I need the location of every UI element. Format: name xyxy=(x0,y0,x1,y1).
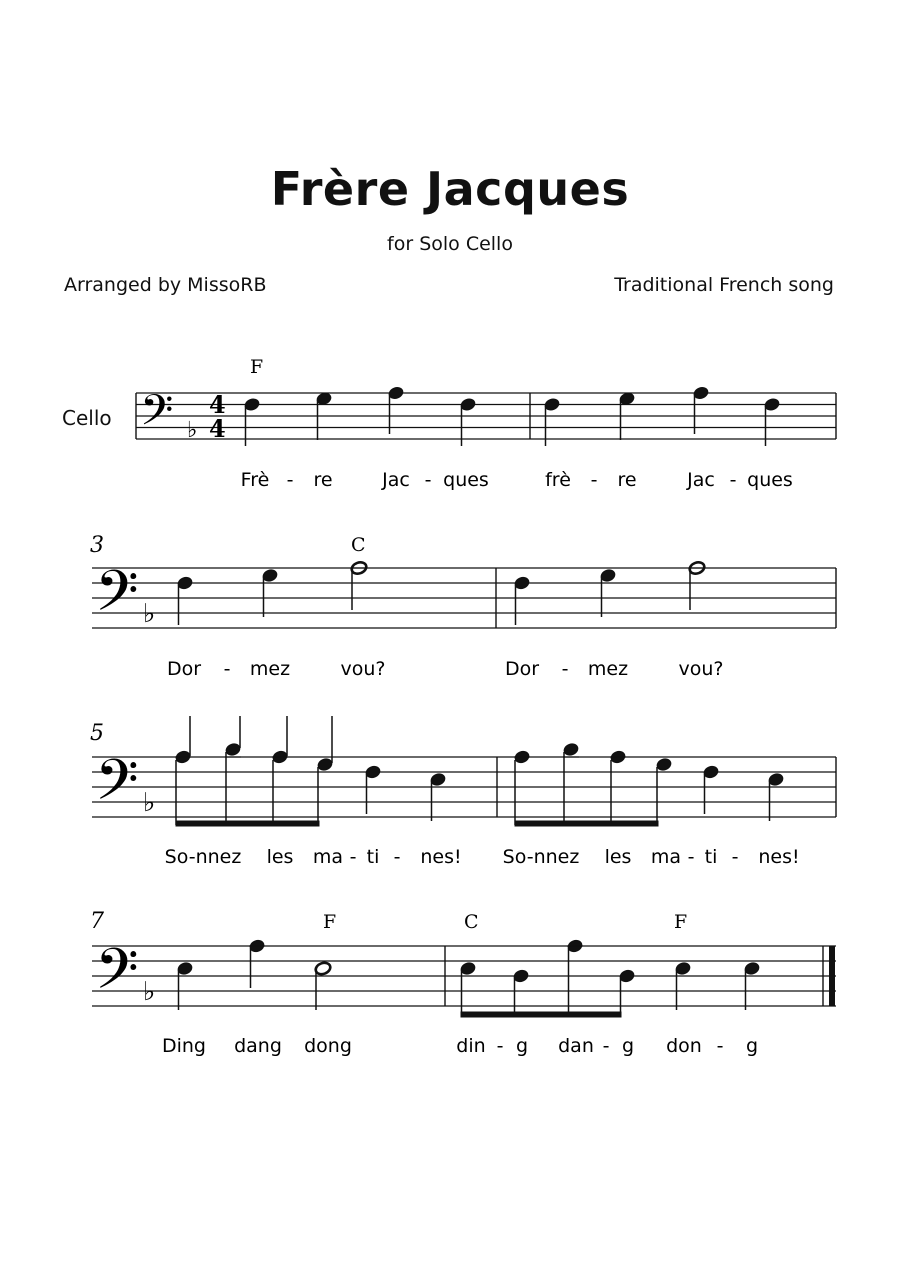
lyric-syllable: dong xyxy=(304,1035,352,1057)
final-barline-thick xyxy=(829,946,835,1006)
lyric-syllable: ti xyxy=(366,846,380,868)
lyric-hyphen: - xyxy=(349,846,357,868)
lyrics xyxy=(241,469,793,491)
staff-lines xyxy=(92,946,836,1006)
eighth-note xyxy=(225,742,242,757)
notes xyxy=(177,939,761,1017)
system-4 xyxy=(90,909,836,1057)
lyric-syllable: g xyxy=(515,1035,529,1057)
lyric-syllable: ques xyxy=(443,469,489,491)
lyric-syllable: Frè xyxy=(240,469,270,491)
lyric-syllable: Ding xyxy=(161,1035,207,1057)
bass-clef-icon: 𝄢 xyxy=(95,559,139,638)
eighth-note xyxy=(317,757,334,772)
flat-key-signature-icon: ♭ xyxy=(143,977,156,1007)
lyric-syllable: ques xyxy=(747,469,793,491)
measure-number: 5 xyxy=(90,721,104,746)
chord-symbol: F xyxy=(674,911,688,933)
lyrics xyxy=(167,658,724,680)
time-signature-bottom: 4 xyxy=(209,414,226,443)
lyric-syllable: dang xyxy=(234,1035,282,1057)
lyric-syllable: vou? xyxy=(340,658,386,680)
time-signature-top: 4 xyxy=(209,390,226,419)
lyric-syllable: les xyxy=(266,846,294,868)
lyric-syllable: don xyxy=(666,1035,702,1057)
lyric-hyphen: - xyxy=(590,469,598,491)
half-note xyxy=(314,961,332,976)
system-1 xyxy=(136,356,836,491)
lyric-hyphen: - xyxy=(424,469,432,491)
beam xyxy=(176,821,319,826)
beam xyxy=(461,1012,621,1017)
lyric-syllable: Jac xyxy=(687,469,715,491)
lyric-syllable: So-nnez xyxy=(502,846,580,868)
lyric-syllable: g xyxy=(745,1035,759,1057)
composer-credit: Traditional French song xyxy=(614,274,834,296)
staff-lines xyxy=(92,568,836,628)
eighth-note xyxy=(563,742,580,757)
arranger-credit: Arranged by MissoRB xyxy=(64,274,267,296)
lyric-syllable: din xyxy=(456,1035,486,1057)
system-3 xyxy=(90,716,836,827)
lyric-syllable: g xyxy=(621,1035,635,1057)
lyric-syllable: ma xyxy=(312,846,344,868)
bass-clef-icon: 𝄢 xyxy=(140,386,174,446)
lyric-syllable: dan xyxy=(558,1035,594,1057)
lyric-syllable: nes! xyxy=(420,846,462,868)
lyric-syllable: vou? xyxy=(678,658,724,680)
flat-key-signature-icon: ♭ xyxy=(187,418,198,443)
bass-clef-icon: 𝄢 xyxy=(95,937,139,1016)
system-2 xyxy=(90,533,836,680)
subtitle: for Solo Cello xyxy=(387,233,513,255)
lyric-syllable: re xyxy=(313,469,333,491)
lyric-hyphen: - xyxy=(729,469,737,491)
staff-lines xyxy=(136,393,836,439)
flat-key-signature-icon: ♭ xyxy=(143,599,156,629)
lyric-syllable: mez xyxy=(587,658,629,680)
lyric-syllable: ti xyxy=(704,846,718,868)
staff-lines xyxy=(92,757,836,817)
bass-clef-icon: 𝄢 xyxy=(95,748,139,827)
lyric-hyphen: - xyxy=(286,469,294,491)
chord-symbol: F xyxy=(250,356,264,378)
chord-symbol: C xyxy=(351,534,366,556)
instrument-label: Cello xyxy=(62,406,112,430)
lyric-hyphen: - xyxy=(687,846,695,868)
lyric-syllable: re xyxy=(617,469,637,491)
notes xyxy=(177,560,706,625)
system-3-lyrics xyxy=(165,846,800,868)
lyric-hyphen: - xyxy=(223,658,231,680)
lyric-hyphen: - xyxy=(561,658,569,680)
measure-number: 7 xyxy=(90,909,104,934)
chord-symbol: C xyxy=(464,911,479,933)
lyric-hyphen: - xyxy=(602,1035,610,1057)
chord-symbol: F xyxy=(323,911,337,933)
lyric-syllable: So-nnez xyxy=(164,846,242,868)
flat-key-signature-icon: ♭ xyxy=(143,788,156,818)
lyric-syllable: mez xyxy=(249,658,291,680)
lyric-hyphen: - xyxy=(716,1035,724,1057)
lyric-syllable: nes! xyxy=(758,846,800,868)
lyric-hyphen: - xyxy=(731,846,739,868)
page-title: Frère Jacques xyxy=(270,162,630,216)
beam xyxy=(515,821,658,826)
lyric-hyphen: - xyxy=(393,846,401,868)
notes xyxy=(175,716,785,821)
system-3-beams xyxy=(176,752,658,826)
lyric-hyphen: - xyxy=(496,1035,504,1057)
lyric-syllable: Dor xyxy=(166,658,202,680)
lyric-syllable: frè xyxy=(545,469,571,491)
lyric-syllable: Dor xyxy=(504,658,540,680)
eighth-note xyxy=(656,757,673,772)
lyric-syllable: Jac xyxy=(382,469,410,491)
lyric-syllable: les xyxy=(604,846,632,868)
lyric-syllable: ma xyxy=(650,846,682,868)
measure-number: 3 xyxy=(90,533,104,558)
lyrics xyxy=(162,1035,758,1057)
